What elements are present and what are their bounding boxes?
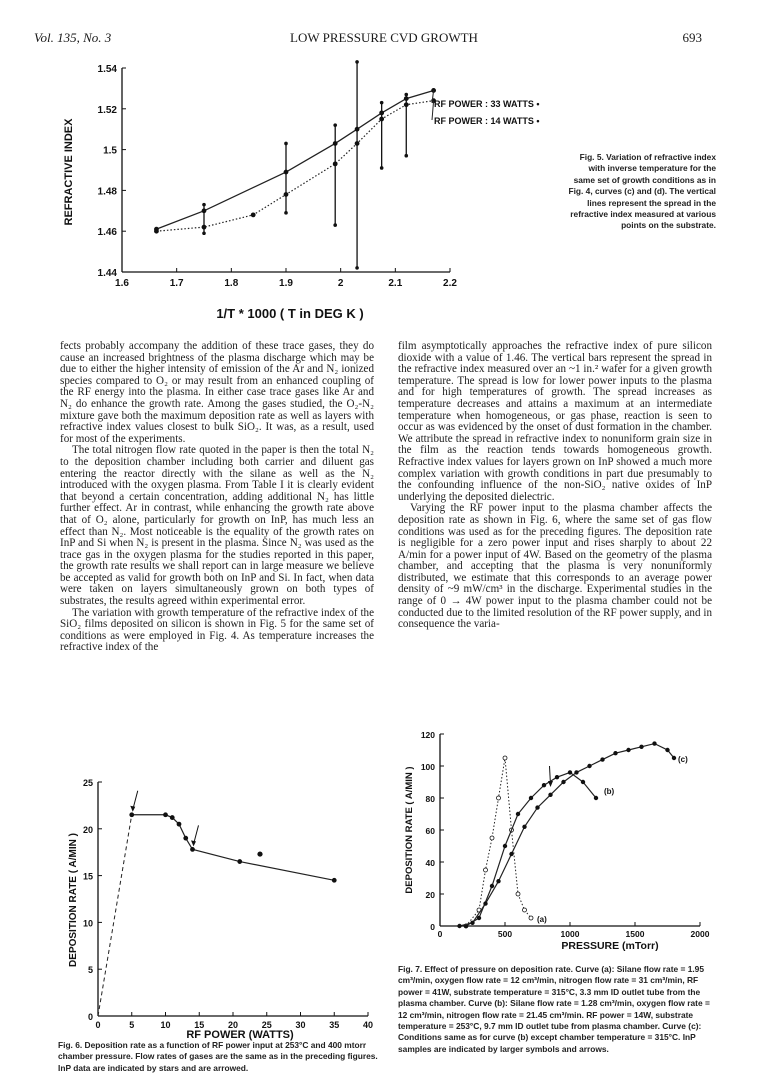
y-tick-label: 20 xyxy=(425,890,435,900)
fig7-chart xyxy=(390,720,730,960)
paragraph: The total nitrogen flow rate quoted in the paper is then the total N₂ to the deposition chamber including both carrier and diluent gas entering the reactor directly with the silane as well as the N₂ introduced with the oxygen plasma. From Table I it is clearly evident that beyond a certain concentration, adding additional N₂ has little further effect. Ar in contrast, while enhancing the growth rate above that of O₂ alone, particularly for growth on InP, has much less an effect than N₂. Most noticeable is the equality of the growth rates on InP and Si when N₂ is present in the plasma. Since N₂ was used as the trace gas in the oxygen plasma for the studies reported in this paper, the growth rate results we shall report can in large measure we believe be accepted as valid for growth both on InP and Si. In fact, when data were taken on layers simultaneously grown on both types of substrates, the results agreed within experimental error. xyxy=(60,444,374,608)
data-point xyxy=(672,756,676,760)
y-tick-label: 1.52 xyxy=(97,104,117,116)
error-bar-end xyxy=(404,93,408,97)
error-bar-end xyxy=(333,223,337,227)
data-point xyxy=(516,892,520,896)
y-tick-label: 60 xyxy=(425,826,435,836)
data-point xyxy=(555,775,559,779)
data-point xyxy=(581,780,585,784)
data-point xyxy=(238,860,242,864)
y-tick-label: 1.46 xyxy=(97,227,117,239)
data-point xyxy=(477,916,481,920)
error-bar-end xyxy=(380,101,384,105)
data-point xyxy=(497,879,501,883)
paragraph: film asymptotically approaches the refractive index of pure silicon dioxide with a value of 1.46. The vertical bars represent the spread in the refractive index measured over an ~1 in.² wafer for a given growth temperature. The spread is low for lower power inputs to the plasma and for high temperatures of growth. The spread increases as temperature decreases and attains a maximum at an intermediate temperature when homogeneous, or gas phase, reaction is seen to occur as was evidenced by the onset of dust formation in the chamber. We attribute the spread in refractive index to nonuniform grain size in the film as the reaction tends towards homogeneous growth. Refractive index values for layers grown on InP showed a much more complex variation with growth conditions in part due presumably to the confounding influence of the non-SiO₂ native oxides of InP underlying the deposited dielectric. xyxy=(398,340,712,503)
data-point xyxy=(191,847,195,851)
y-axis-label: REFRACTIVE INDEX xyxy=(63,118,75,226)
x-axis-label: PRESSURE (mTorr) xyxy=(561,940,659,952)
fig6-chart xyxy=(0,760,390,1040)
y-tick-label: 25 xyxy=(82,778,93,788)
y-tick-label: 40 xyxy=(425,858,435,868)
error-bar-end xyxy=(355,60,359,64)
data-point xyxy=(170,816,174,820)
data-point xyxy=(471,921,475,925)
series-line xyxy=(460,744,675,926)
paragraph: fects probably accompany the addition of these trace gases, they do cause an increased brightness of the plasma discharge which may be due to either the higher intensity of emission of the Ar and N₂ ionized species compared to O₂ or may result from an enhanced coupling of the RF energy into the plasma. In either case trace gases like Ar and N₂ do enhance the growth rate. Among the gases studied, the O₂-N₂ mixture gave both the maximum deposition rate as well as layers with refractive index values closest to bulk SiO₂. It was, as a result, used for most of the experiments. xyxy=(60,340,374,445)
data-point xyxy=(601,758,605,762)
data-point xyxy=(523,908,527,912)
data-point xyxy=(490,884,494,888)
data-point xyxy=(588,764,592,768)
x-tick-label: 40 xyxy=(362,1020,374,1030)
y-tick-label: 1.5 xyxy=(103,145,117,157)
data-point xyxy=(614,751,618,755)
series-line xyxy=(98,815,132,1016)
series-label: (c) xyxy=(678,755,688,764)
y-tick-label: 5 xyxy=(87,965,93,976)
data-point xyxy=(536,806,540,810)
x-axis-label: RF POWER (WATTS) xyxy=(186,1029,294,1041)
series-line xyxy=(156,101,433,232)
running-title: LOW PRESSURE CVD GROWTH xyxy=(290,30,478,45)
series-line xyxy=(466,758,531,926)
error-bar-end xyxy=(333,123,337,127)
data-point xyxy=(666,748,670,752)
y-tick-label: 10 xyxy=(82,918,93,929)
x-tick-label: 0 xyxy=(437,929,443,939)
x-tick-label: 2000 xyxy=(690,929,710,939)
x-tick-label: 15 xyxy=(194,1020,205,1030)
y-tick-label: 20 xyxy=(82,824,93,835)
arrow-head xyxy=(548,781,553,787)
x-tick-label: 1.6 xyxy=(115,278,129,289)
series-line xyxy=(132,815,335,881)
error-bar-end xyxy=(284,211,288,215)
data-point xyxy=(523,825,527,829)
data-point xyxy=(529,796,533,800)
x-tick-label: 5 xyxy=(129,1020,135,1030)
x-tick-label: 10 xyxy=(160,1020,171,1030)
y-axis-label: DEPOSITION RATE ( A/MIN ) xyxy=(404,766,415,894)
data-point xyxy=(484,868,488,872)
x-tick-label: 2.2 xyxy=(443,278,457,289)
series-label: RF POWER : 33 WATTS • xyxy=(434,99,540,109)
fig6-caption: Fig. 6. Deposition rate as a function of RF power input at 253°C and 400 mtorr chamber pressure. Flow rates of gases are the same as in the preceding figures. InP data are indicated by stars and are arrowed. xyxy=(58,1040,378,1073)
data-point xyxy=(516,812,520,816)
fig5-caption: Fig. 5. Variation of refractive index with inverse temperature for the same set of growth conditions as in Fig. 4, curves (c) and (d). The vertical lines represent the spread in the refractive index measured at various points on the substrate. xyxy=(568,152,716,231)
data-point xyxy=(510,852,514,856)
series-label: (a) xyxy=(537,915,547,924)
x-tick-label: 2 xyxy=(337,278,344,289)
data-point xyxy=(332,878,336,882)
series-label: RF POWER : 14 WATTS • xyxy=(434,116,540,126)
data-point xyxy=(458,924,462,928)
y-tick-label: 1.54 xyxy=(97,64,117,75)
x-tick-label: 1.7 xyxy=(169,278,184,289)
data-point xyxy=(177,822,181,826)
x-tick-label: 1.8 xyxy=(224,278,239,289)
y-tick-label: 80 xyxy=(425,794,435,804)
data-point xyxy=(562,780,566,784)
y-tick-label: 0 xyxy=(430,922,435,932)
page-number: 693 xyxy=(682,30,702,45)
data-point xyxy=(594,796,598,800)
arrow-head xyxy=(130,806,135,812)
x-tick-label: 500 xyxy=(497,929,513,939)
data-point xyxy=(549,793,553,797)
data-point xyxy=(130,813,134,817)
y-axis-label: DEPOSITION RATE ( A/MIN ) xyxy=(68,833,79,967)
error-bar-end xyxy=(355,266,359,270)
paragraph: The variation with growth temperature of the refractive index of the SiO₂ films deposited on silicon is shown in Fig. 5 for the same set of conditions as were employed in Fig. 4. As temperature increases the refractive index of the xyxy=(60,606,374,654)
x-tick-label: 20 xyxy=(227,1020,239,1030)
x-tick-label: 2.1 xyxy=(388,278,403,289)
y-tick-label: 15 xyxy=(82,871,93,882)
fig7-caption: Fig. 7. Effect of pressure on deposition rate. Curve (a): Silane flow rate = 1.95 cm³/min, oxygen flow rate = 12 cm³/min, nitrogen flow rate = 31 cm³/min, RF power = 41W, substrate temperature = 315°C, 3.3 mm ID outlet tube from the plasma chamber. Curve (b): Silane flow rate = 1.28 cm³/min, oxygen flow rate = 12 cm³/min, nitrogen flow rate = 21.45 cm³/min. RF power = 14W, substrate temperature = 253°C, 9.7 mm ID outlet tube from plasma chamber. Curve (c): Conditions same as for curve (b) except chamber temperature = 315°C. InP samples are indicated by larger symbols and arrows. xyxy=(398,964,710,1054)
error-bar-end xyxy=(202,203,206,207)
x-tick-label: 1.9 xyxy=(279,278,293,289)
data-point xyxy=(529,916,533,920)
error-bar-end xyxy=(380,166,384,170)
left-column xyxy=(60,341,374,654)
x-tick-label: 1000 xyxy=(560,929,580,939)
x-tick-label: 30 xyxy=(295,1020,306,1030)
data-point xyxy=(653,742,657,746)
x-tick-label: 35 xyxy=(329,1020,340,1030)
right-column xyxy=(398,341,712,631)
data-point xyxy=(251,213,255,217)
data-point xyxy=(164,813,168,817)
data-point xyxy=(575,771,579,775)
data-point xyxy=(568,771,572,775)
x-tick-label: 1500 xyxy=(625,929,645,939)
inp-star-marker xyxy=(257,851,262,856)
series-label: (b) xyxy=(604,787,615,796)
error-bar-end xyxy=(284,142,288,146)
error-bar-end xyxy=(202,231,206,235)
arrow-head xyxy=(191,840,196,846)
data-point xyxy=(484,902,488,906)
journal-volume: Vol. 135, No. 3 xyxy=(34,30,112,45)
data-point xyxy=(154,229,158,233)
x-axis-label: 1/T * 1000 ( T in DEG K ) xyxy=(216,306,364,321)
x-tick-label: 25 xyxy=(261,1020,272,1030)
data-point xyxy=(627,748,631,752)
y-tick-label: 1.44 xyxy=(97,268,117,279)
paragraph: Varying the RF power input to the plasma chamber affects the deposition rate as shown in Fig. 6, where the same set of gas flow conditions was used as for the preceding figures. The deposition rate is negligible for a zero power input and rises sharply to about 22 A/min for a power input of 4W. Based on the geometry of the plasma chamber, and accepting that the plasma is very nonuniformly distributed, we estimate that this corresponds to an average power density of ~9 mW/cm³ in the discharge. Experimental studies in the range of 0 → 4W power input to the plasma chamber could not be conducted due to the limited resolution of the RF power supply, and in consequence the varia- xyxy=(398,502,712,631)
data-point xyxy=(640,745,644,749)
data-point xyxy=(490,836,494,840)
error-bar-end xyxy=(404,154,408,158)
y-tick-label: 120 xyxy=(420,730,435,740)
data-point xyxy=(503,756,507,760)
data-point xyxy=(503,844,507,848)
data-point xyxy=(542,783,546,787)
data-point xyxy=(184,836,188,840)
series-line xyxy=(156,90,433,229)
data-point xyxy=(497,796,501,800)
x-tick-label: 0 xyxy=(95,1020,101,1030)
y-tick-label: 1.48 xyxy=(97,186,117,198)
y-tick-label: 0 xyxy=(87,1012,93,1022)
y-tick-label: 100 xyxy=(420,762,435,772)
